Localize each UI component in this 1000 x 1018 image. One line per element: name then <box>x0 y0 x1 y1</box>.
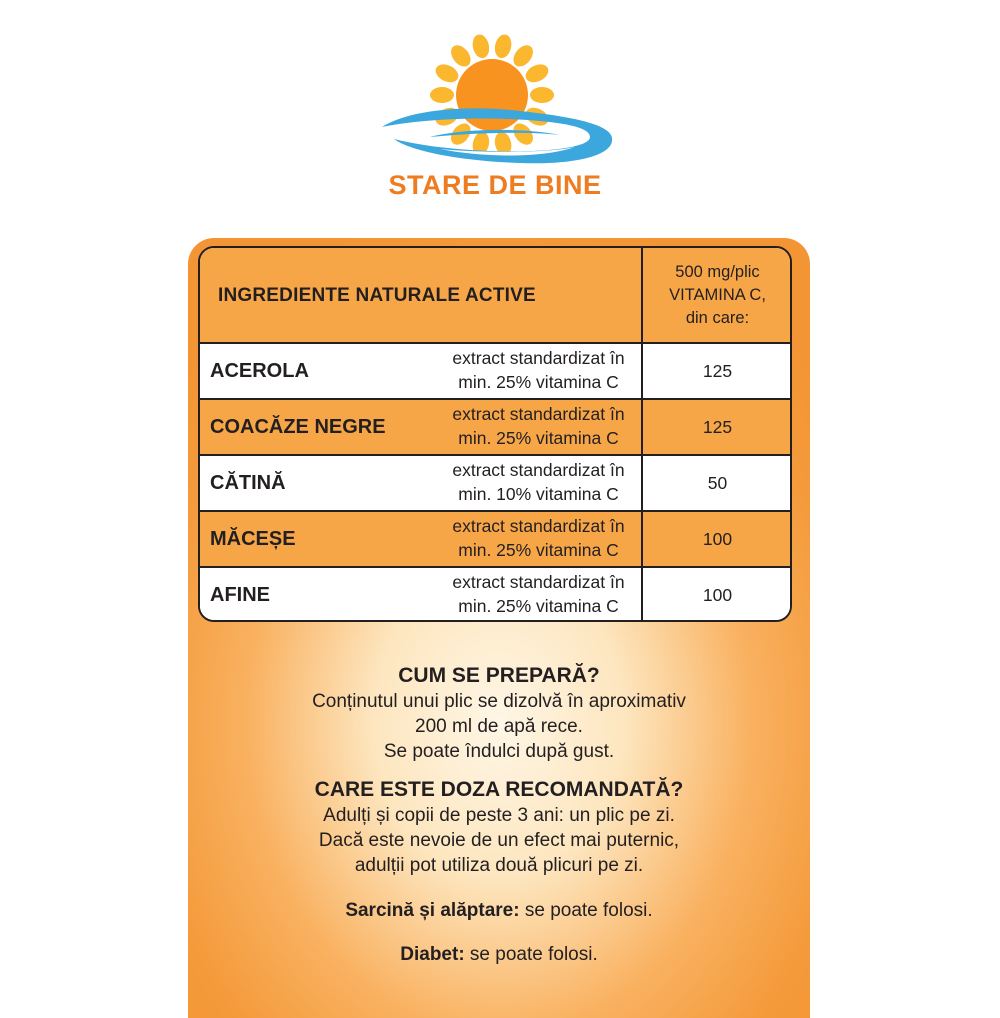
dosage-line: Dacă este nevoie de un efect mai puternic, <box>318 830 680 851</box>
preparation-line: 200 ml de apă rece. <box>415 716 583 737</box>
ingredient-description <box>436 514 641 562</box>
header-amount-line: VITAMINA C, <box>669 286 766 304</box>
ingredient-name: CĂTINĂ <box>210 472 286 494</box>
description-line: extract standardizat în <box>452 348 625 368</box>
header-amount-line: 500 mg/plic <box>675 263 760 281</box>
table-header-amount <box>643 261 792 330</box>
sun-ray <box>447 42 474 71</box>
dosage-section <box>188 777 810 878</box>
header-amount-line: din care: <box>685 309 750 327</box>
preparation-line: Conținutul unui plic se dizolvă în aproximativ <box>312 691 686 712</box>
table-header-title: INGREDIENTE NATURALE ACTIVE <box>218 285 536 306</box>
description-line: extract standardizat în <box>452 460 625 480</box>
preparation-title: CUM SE PREPARĂ? <box>398 664 600 687</box>
ingredient-amount: 125 <box>702 361 733 381</box>
preparation-section <box>188 663 810 764</box>
description-line: extract standardizat în <box>452 572 625 592</box>
dosage-line: Adulți și copii de peste 3 ani: un plic pe zi. <box>323 805 675 826</box>
description-line: min. 25% vitamina C <box>458 596 619 616</box>
pregnancy-text: se poate folosi. <box>519 900 653 921</box>
ingredient-name: AFINE <box>210 584 270 606</box>
diabetes-note <box>188 942 810 967</box>
sun-ray <box>430 87 454 103</box>
table-row <box>200 344 790 400</box>
diabetes-label: Diabet: <box>400 944 465 965</box>
dosage-line: adulții pot utiliza două plicuri pe zi. <box>354 855 644 876</box>
sun-ray <box>523 61 552 86</box>
ingredient-amount: 50 <box>707 473 728 493</box>
ingredient-amount: 100 <box>702 529 733 549</box>
ingredient-description <box>436 402 641 450</box>
ingredient-name: COACĂZE NEGRE <box>210 416 386 438</box>
table-row <box>200 400 790 456</box>
table-row <box>200 456 790 512</box>
description-line: extract standardizat în <box>452 404 625 424</box>
brand-name: STARE DE BINE <box>388 170 602 200</box>
pregnancy-note <box>188 898 810 923</box>
dosage-title: CARE ESTE DOZA RECOMANDATĂ? <box>314 778 684 801</box>
description-line: min. 10% vitamina C <box>458 484 619 504</box>
sun-ray <box>509 42 536 71</box>
ingredient-name: MĂCEȘE <box>210 528 296 550</box>
description-line: extract standardizat în <box>452 516 625 536</box>
ingredient-description <box>436 458 641 506</box>
description-line: min. 25% vitamina C <box>458 540 619 560</box>
preparation-line: Se poate îndulci după gust. <box>383 741 615 762</box>
ingredient-amount: 100 <box>702 585 733 605</box>
table-row <box>200 512 790 568</box>
ingredient-amount: 125 <box>702 417 733 437</box>
diabetes-text: se poate folosi. <box>464 944 598 965</box>
description-line: min. 25% vitamina C <box>458 372 619 392</box>
sun-ray <box>493 33 514 60</box>
sun-ray <box>509 120 536 149</box>
ingredients-table <box>198 246 792 622</box>
pregnancy-label: Sarcină și alăptare: <box>345 900 520 921</box>
sun-ray <box>433 61 462 86</box>
sun-ray <box>530 87 554 103</box>
ingredient-description <box>436 570 641 618</box>
table-header <box>200 248 790 344</box>
table-row <box>200 568 790 622</box>
ingredient-description <box>436 346 641 394</box>
description-line: min. 25% vitamina C <box>458 428 619 448</box>
sun-ray <box>470 33 491 60</box>
ingredient-name: ACEROLA <box>210 360 309 382</box>
